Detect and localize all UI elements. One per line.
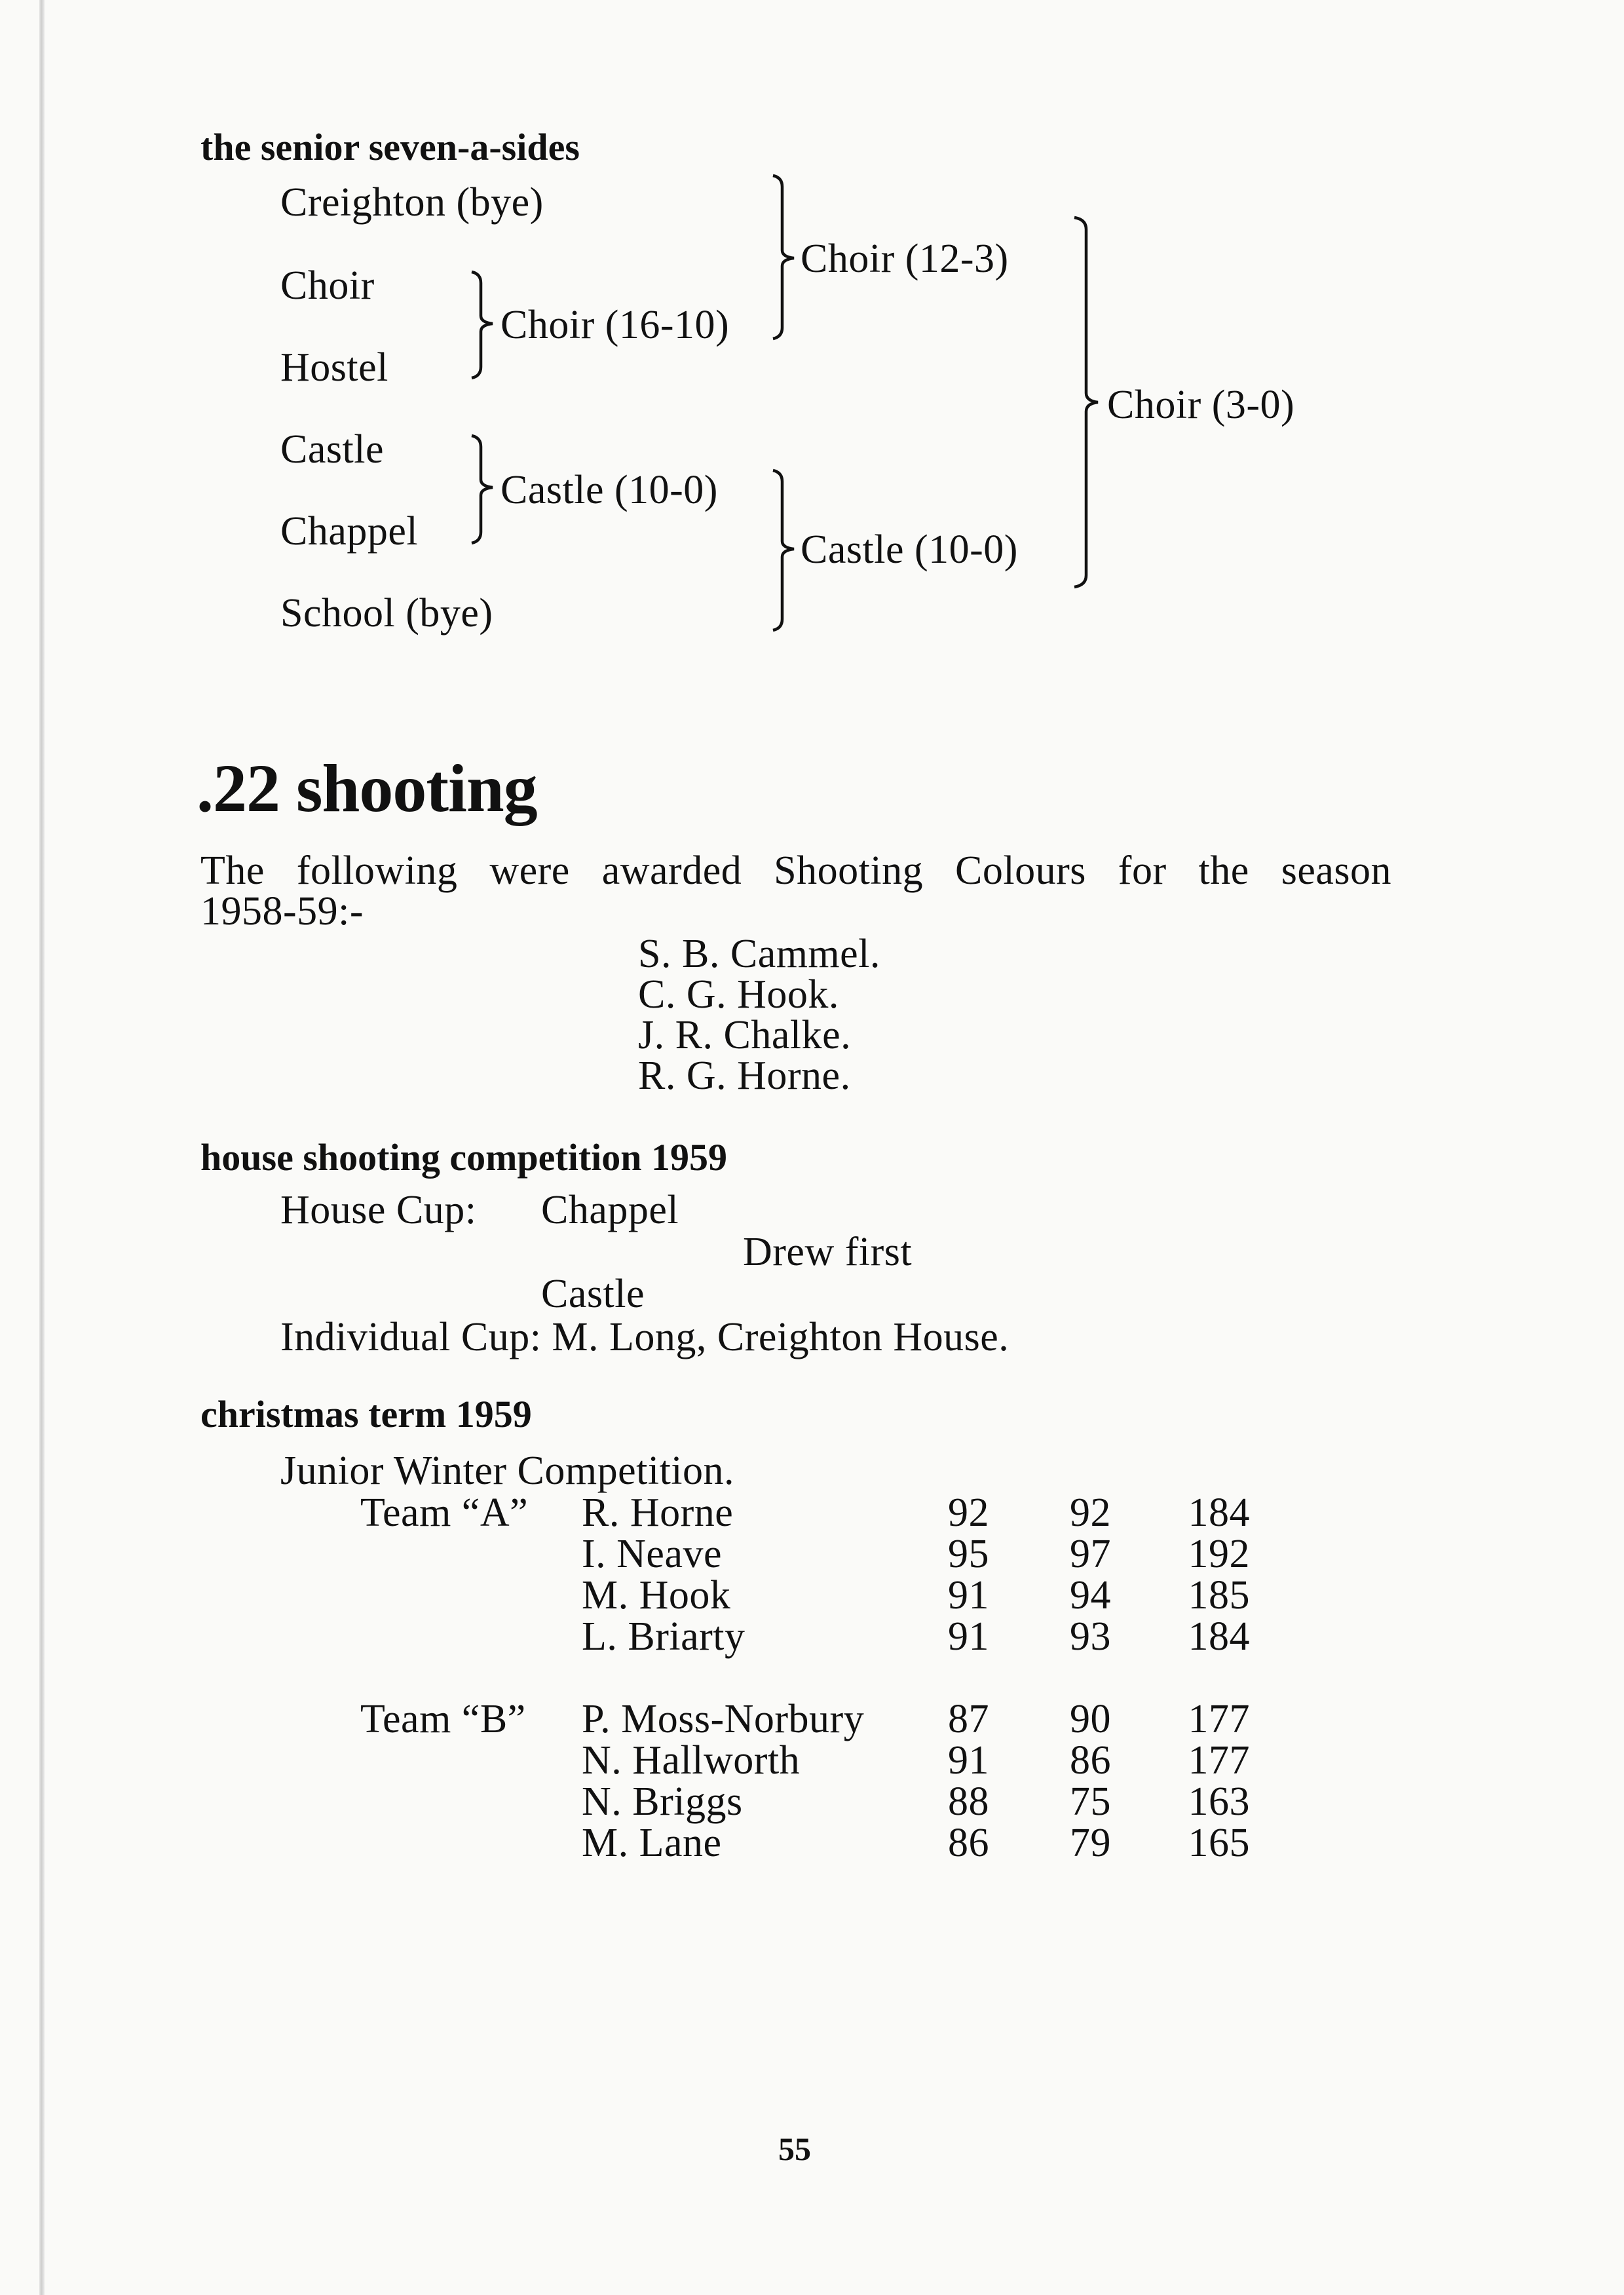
score-round2: 92: [1070, 1490, 1111, 1535]
seven-a-sides-heading: the senior seven-a-sides: [200, 126, 580, 168]
score-total: 184: [1188, 1614, 1250, 1659]
bracket-entrant: Choir: [280, 263, 375, 308]
colours-name: R. G. Horne.: [638, 1053, 851, 1098]
score-name: P. Moss-Norbury: [582, 1697, 865, 1741]
colours-name: J. R. Chalke.: [638, 1013, 852, 1057]
score-total: 184: [1188, 1490, 1250, 1535]
bracket-entrant: Hostel: [280, 345, 388, 390]
score-total: 177: [1188, 1697, 1250, 1741]
score-total: 177: [1188, 1738, 1250, 1783]
shooting-intro-line2: 1958-59:-: [200, 889, 364, 934]
score-round1: 86: [948, 1821, 989, 1865]
score-round2: 94: [1070, 1573, 1111, 1618]
score-name: N. Hallworth: [582, 1738, 801, 1783]
bracket-round1-result: Choir (16-10): [500, 303, 730, 347]
house-cup-label: House Cup:: [280, 1188, 477, 1232]
page-number: 55: [778, 2131, 811, 2167]
score-total: 163: [1188, 1779, 1250, 1824]
score-total: 185: [1188, 1573, 1250, 1618]
score-round1: 91: [948, 1738, 989, 1783]
score-round1: 91: [948, 1573, 989, 1618]
score-round1: 92: [948, 1490, 989, 1535]
house-comp-heading: house shooting competition 1959: [200, 1136, 728, 1179]
score-round1: 87: [948, 1697, 989, 1741]
score-round1: 88: [948, 1779, 989, 1824]
bracket-entrant: Castle: [280, 427, 384, 472]
bracket-brace: [1074, 218, 1098, 587]
score-name: R. Horne: [582, 1490, 734, 1535]
house-cup-first: Chappel: [541, 1188, 679, 1232]
bracket-brace: [472, 436, 493, 543]
score-name: I. Neave: [582, 1532, 722, 1576]
bracket-brace: [472, 272, 493, 378]
shooting-title: .22 shooting: [197, 751, 537, 826]
bracket-lines: [0, 0, 1624, 721]
drew-first-note: Drew first: [743, 1230, 913, 1274]
bracket-final-result: Choir (3-0): [1107, 383, 1295, 427]
score-name: M. Lane: [582, 1821, 722, 1865]
christmas-heading: christmas term 1959: [200, 1393, 532, 1435]
bracket-brace: [773, 470, 794, 630]
colours-name: C. G. Hook.: [638, 972, 839, 1017]
score-name: L. Briarty: [582, 1614, 746, 1659]
team-label: Team “B”: [360, 1697, 526, 1741]
score-total: 192: [1188, 1532, 1250, 1576]
score-round2: 79: [1070, 1821, 1111, 1865]
bracket-entrant: School (bye): [280, 591, 493, 635]
individual-cup: Individual Cup: M. Long, Creighton House.: [280, 1315, 1010, 1359]
colours-name: S. B. Cammel.: [638, 932, 880, 976]
team-label: Team “A”: [360, 1490, 529, 1535]
bracket-semi-result: Choir (12-3): [801, 237, 1009, 281]
competition-title: Junior Winter Competition.: [280, 1449, 735, 1493]
score-round2: 75: [1070, 1779, 1111, 1824]
bracket-round1-result: Castle (10-0): [500, 468, 718, 512]
score-round1: 95: [948, 1532, 989, 1576]
bracket-entrant: Chappel: [280, 509, 419, 554]
score-round2: 97: [1070, 1532, 1111, 1576]
bracket-entrant: Creighton (bye): [280, 180, 544, 225]
score-name: N. Briggs: [582, 1779, 743, 1824]
score-round2: 86: [1070, 1738, 1111, 1783]
shooting-intro-line1: The following were awarded Shooting Colours for the season: [200, 848, 1391, 893]
house-cup-second: Castle: [541, 1272, 645, 1316]
bracket-semi-result: Castle (10-0): [801, 527, 1018, 572]
score-round2: 90: [1070, 1697, 1111, 1741]
score-round1: 91: [948, 1614, 989, 1659]
score-total: 165: [1188, 1821, 1250, 1865]
score-round2: 93: [1070, 1614, 1111, 1659]
bracket-brace: [773, 176, 794, 339]
score-name: M. Hook: [582, 1573, 731, 1618]
